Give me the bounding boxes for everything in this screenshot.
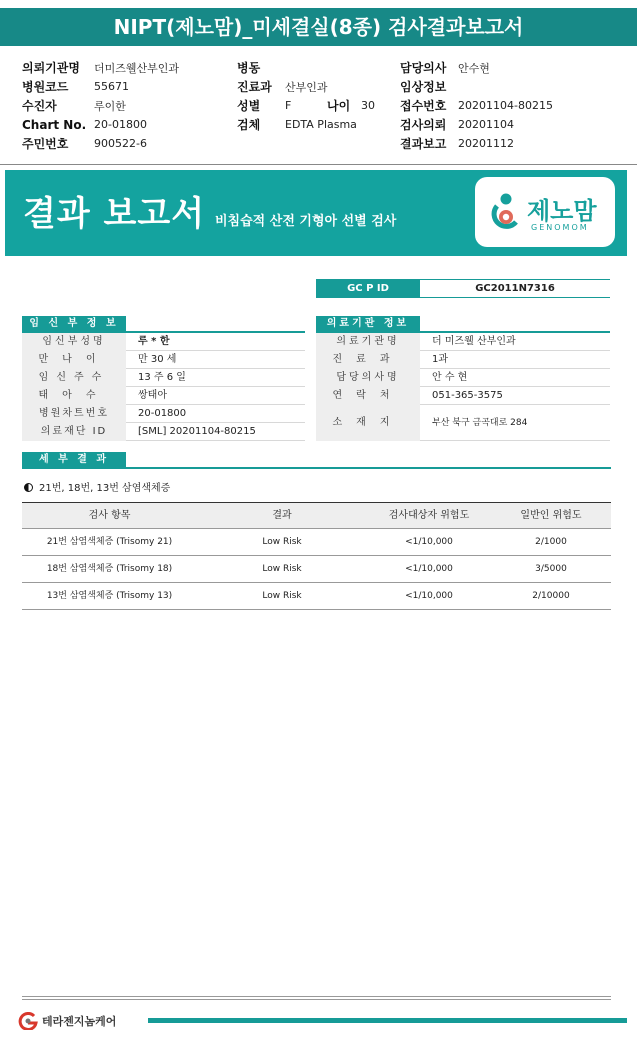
institution-key: 연락처 [316,387,420,405]
patient-key: 병원차트번호 [22,405,126,423]
patient-section-title: 임 신 부 정 보 [22,316,126,332]
meta-row [22,96,179,115]
meta-column-1 [22,58,179,153]
meta-value: 20201104 [458,118,514,131]
institution-value: 더 미즈웰 산부인과 [432,336,516,347]
patient-value: 루 * 한 [138,336,170,347]
patient-value: 쌍태아 [138,390,167,401]
meta-column-2 [237,58,375,134]
general-risk: 2/1000 [535,537,567,547]
meta-key: 담당의사 [400,61,447,75]
meta-key: 병원코드 [22,80,69,94]
footer-accent-bar [148,1018,627,1023]
meta-row [400,134,553,153]
company-logo [18,1012,116,1030]
institution-value: 1과 [432,354,449,365]
test-result: Low Risk [262,591,302,601]
meta-key: 병동 [237,61,261,75]
patient-row [22,387,305,405]
test-item: 13번 삼염색체증 (Trisomy 13) [46,591,173,601]
details-subtitle [24,479,170,494]
patient-row [22,351,305,369]
patient-value: 만 30 세 [138,354,177,365]
institution-row [316,333,610,351]
patient-row [22,405,305,423]
meta-row [22,77,179,96]
details-subtitle-text: 21번, 18번, 13번 삼염색체증 [39,483,171,494]
meta-key: 나이 [327,99,351,113]
meta-row [400,96,553,115]
meta-key: 검체 [237,118,261,132]
banner-title: 결과 보고서 [23,194,206,234]
table-row [22,556,611,583]
patient-key: 의료재단 ID [22,423,126,441]
patient-value: 13 주 6 일 [138,372,186,383]
institution-row [316,351,610,369]
meta-key: 진료과 [237,80,272,94]
meta-row [237,58,375,77]
meta-row [400,58,553,77]
institution-row [316,369,610,387]
result-banner [5,170,627,256]
patient-key: 태아수 [22,387,126,405]
meta-row [400,115,553,134]
patient-row [22,369,305,387]
meta-value: 더미즈웰산부인과 [94,61,180,75]
meta-key: 접수번호 [400,99,447,113]
test-result: Low Risk [262,537,302,547]
logo-text: 제노맘 [527,197,597,225]
patient-row [22,423,305,441]
meta-value: 20201104-80215 [458,99,553,112]
report-title: NIPT(제노맘)_미세결실(8종) 검사결과보고서 [0,8,637,46]
test-item: 18번 삼염색체증 (Trisomy 18) [46,564,173,574]
column-header: 검사 항목 [88,510,131,521]
meta-key: 주민번호 [22,137,69,151]
meta-value: 20201112 [458,137,514,150]
half-circle-icon [24,483,33,492]
genomom-logo-icon [489,192,521,230]
institution-value: 부산 북구 금곡대로 284 [432,418,528,428]
institution-key: 진료과 [316,351,420,369]
patient-value: 20-01800 [138,408,187,419]
institution-value: 안 수 현 [432,372,468,383]
meta-row [237,115,375,134]
test-result: Low Risk [262,564,302,574]
meta-value: 30 [361,99,375,112]
meta-key: Chart No. [22,117,87,132]
company-name: 테라젠지놈케어 [42,1015,117,1028]
meta-row [400,77,553,96]
subject-risk: <1/10,000 [405,537,453,547]
patient-key: 임신주수 [22,369,126,387]
details-section-title: 세 부 결 과 [22,452,126,468]
genomom-logo [475,177,615,247]
meta-row [237,77,375,96]
meta-value: 루이한 [94,99,126,113]
gcpid-value: GC2011N7316 [420,279,610,298]
meta-row [237,96,375,115]
meta-value: 안수현 [458,61,490,75]
meta-key: 수진자 [22,99,57,113]
meta-row [22,115,179,134]
institution-row [316,405,610,441]
footer-divider [22,996,611,997]
meta-key: 검사의뢰 [400,118,447,132]
meta-key: 임상정보 [400,80,447,94]
institution-key: 소재지 [316,405,420,441]
meta-divider [0,164,637,165]
banner-subtitle: 비침습적 산전 기형아 선별 검사 [215,214,397,229]
meta-value: F [285,99,292,112]
patient-key: 만나이 [22,351,126,369]
patient-value: [SML] 20201104-80215 [138,426,256,437]
report-meta [0,52,637,164]
meta-value: 20-01800 [94,118,147,131]
meta-value: 900522-6 [94,137,147,150]
table-row [22,529,611,556]
logo-subtext: GENOMOM [531,223,589,232]
results-table-header [22,502,611,529]
gcpid-label: GC P ID [316,279,420,298]
column-header: 일반인 위험도 [520,510,582,521]
test-item: 21번 삼염색체증 (Trisomy 21) [46,537,173,547]
subject-risk: <1/10,000 [405,591,453,601]
institution-value: 051-365-3575 [432,390,503,401]
company-logo-icon [18,1012,38,1030]
general-risk: 3/5000 [535,564,567,574]
footer-divider [22,999,611,1000]
meta-key: 결과보고 [400,137,447,151]
patient-row [22,333,305,351]
details-section-line [22,467,611,469]
meta-value: EDTA Plasma [285,118,357,131]
meta-row [22,134,179,153]
institution-section-title: 의료기관 정보 [316,316,420,332]
meta-key: 의뢰기관명 [22,61,80,75]
table-row [22,583,611,610]
meta-value: 산부인과 [285,80,328,94]
institution-row [316,387,610,405]
subject-risk: <1/10,000 [405,564,453,574]
patient-key: 임신부성명 [22,333,126,351]
institution-key: 의료기관명 [316,333,420,351]
meta-row [22,58,179,77]
meta-column-3 [400,58,553,153]
general-risk: 2/10000 [532,591,570,601]
column-header: 검사대상자 위험도 [388,510,470,521]
column-header: 결과 [272,510,292,521]
institution-key: 담당의사명 [316,369,420,387]
meta-value: 55671 [94,80,129,93]
meta-key: 성별 [237,99,261,113]
